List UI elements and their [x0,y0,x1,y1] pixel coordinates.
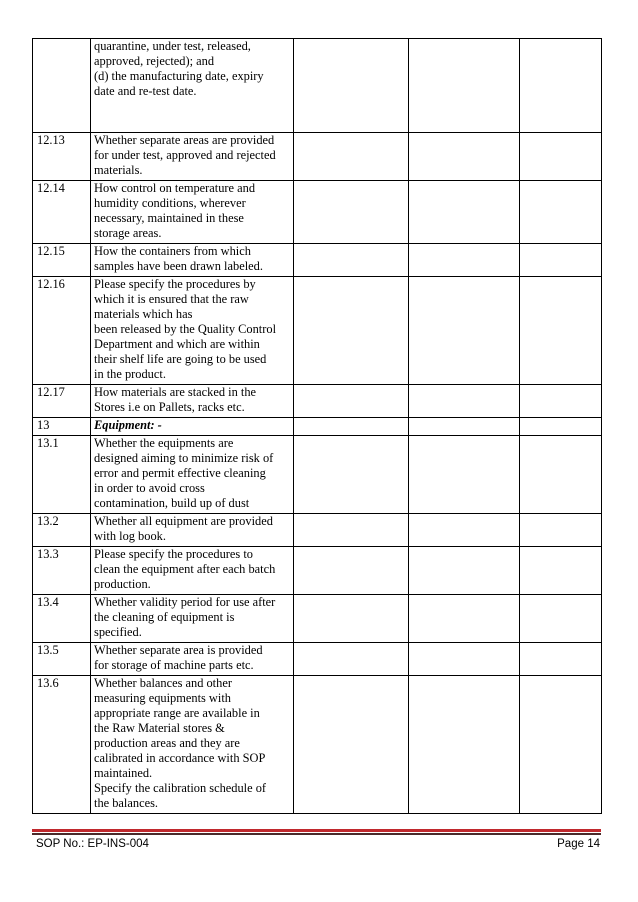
question-cell: Please specify the procedures by which it is ensured that the raw materials which has been released by the Quality Control Department and which are within their shelf life are going to be used in the product. [91,277,294,385]
question-cell: Whether separate area is provided for storage of machine parts etc. [91,643,294,676]
response-cell[interactable] [520,595,602,643]
response-cell[interactable] [409,547,520,595]
table-row [33,39,602,133]
response-cell[interactable] [294,514,409,547]
table-row [33,244,602,277]
item-number-cell: 12.14 [33,181,91,244]
response-cell[interactable] [520,547,602,595]
question-cell: quarantine, under test, released, approved, rejected); and (d) the manufacturing date, expiry date and re-test date. [91,39,294,133]
table-row [33,595,602,643]
response-cell[interactable] [294,595,409,643]
item-number-cell: 12.17 [33,385,91,418]
question-cell: Whether separate areas are provided for under test, approved and rejected materials. [91,133,294,181]
response-cell[interactable] [409,514,520,547]
response-cell[interactable] [294,181,409,244]
question-cell: Please specify the procedures to clean the equipment after each batch production. [91,547,294,595]
response-cell[interactable] [294,385,409,418]
response-cell[interactable] [520,277,602,385]
response-cell[interactable] [409,244,520,277]
table-row [33,676,602,814]
table-row [33,436,602,514]
item-number-cell: 13.5 [33,643,91,676]
response-cell[interactable] [294,418,409,436]
table-row [33,277,602,385]
question-cell: Whether the equipments are designed aiming to minimize risk of error and permit effective cleaning in order to avoid cross contamination, build up of dust [91,436,294,514]
item-number-cell: 13 [33,418,91,436]
response-cell[interactable] [294,643,409,676]
response-cell[interactable] [294,39,409,133]
response-cell[interactable] [409,133,520,181]
response-cell[interactable] [409,436,520,514]
response-cell[interactable] [409,181,520,244]
footer-rule-red [32,829,601,832]
response-cell[interactable] [294,244,409,277]
response-cell[interactable] [409,385,520,418]
response-cell[interactable] [409,418,520,436]
response-cell[interactable] [520,676,602,814]
response-cell[interactable] [520,514,602,547]
table-row [33,385,602,418]
response-cell[interactable] [520,643,602,676]
response-cell[interactable] [520,418,602,436]
response-cell[interactable] [520,436,602,514]
response-cell[interactable] [520,385,602,418]
question-cell: Whether all equipment are provided with log book. [91,514,294,547]
response-cell[interactable] [294,547,409,595]
item-number-cell: 13.1 [33,436,91,514]
question-cell: How the containers from which samples have been drawn labeled. [91,244,294,277]
item-number-cell: 12.15 [33,244,91,277]
checklist-table [32,38,602,814]
item-number-cell: 13.6 [33,676,91,814]
response-cell[interactable] [520,133,602,181]
item-number-cell [33,39,91,133]
item-number-cell: 13.4 [33,595,91,643]
table-row [33,547,602,595]
footer-page-number: Page 14 [557,838,600,850]
response-cell[interactable] [409,39,520,133]
table-row [33,418,602,436]
section-heading-cell: Equipment: - [91,418,294,436]
response-cell[interactable] [520,181,602,244]
question-cell: Whether validity period for use after the cleaning of equipment is specified. [91,595,294,643]
response-cell[interactable] [409,595,520,643]
item-number-cell: 13.3 [33,547,91,595]
item-number-cell: 13.2 [33,514,91,547]
response-cell[interactable] [409,676,520,814]
footer-rule-dark [32,833,601,835]
item-number-cell: 12.13 [33,133,91,181]
checklist-table-body [33,39,602,814]
response-cell[interactable] [294,277,409,385]
item-number-cell: 12.16 [33,277,91,385]
footer-sop-number: SOP No.: EP-INS-004 [36,838,149,850]
response-cell[interactable] [520,39,602,133]
response-cell[interactable] [409,277,520,385]
table-row [33,133,602,181]
response-cell[interactable] [409,643,520,676]
response-cell[interactable] [294,133,409,181]
response-cell[interactable] [520,244,602,277]
question-cell: How control on temperature and humidity conditions, wherever necessary, maintained in these storage areas. [91,181,294,244]
question-cell: Whether balances and other measuring equipments with appropriate range are available in the Raw Material stores & production areas and they are calibrated in accordance with SOP maintained. Specify the calibration schedule of the balances. [91,676,294,814]
table-row [33,514,602,547]
table-row [33,181,602,244]
question-cell: How materials are stacked in the Stores i.e on Pallets, racks etc. [91,385,294,418]
response-cell[interactable] [294,676,409,814]
response-cell[interactable] [294,436,409,514]
table-row [33,643,602,676]
